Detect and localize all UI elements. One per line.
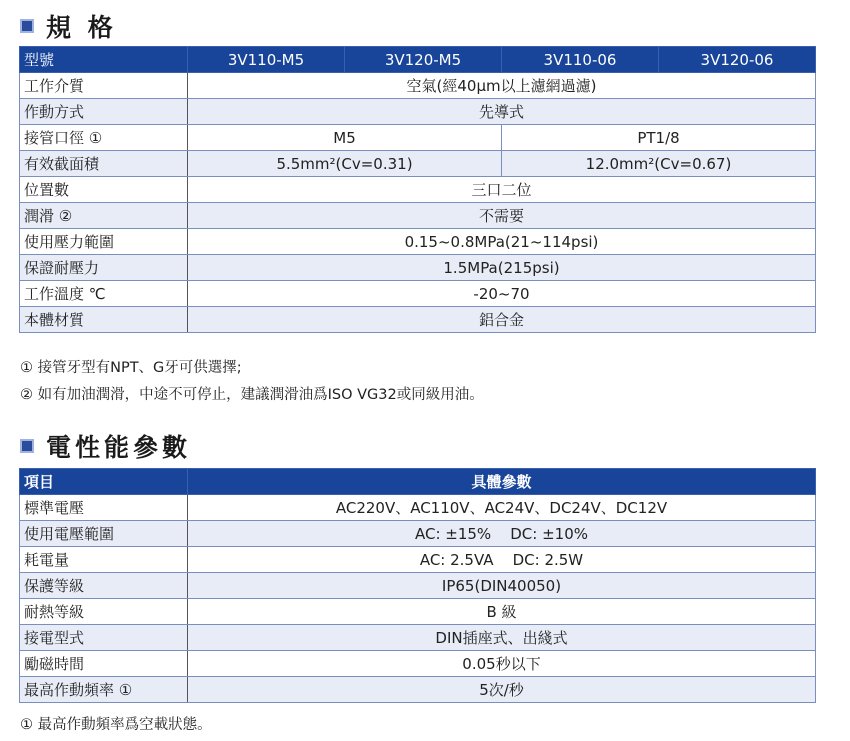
row-value: 0.15~0.8MPa(21~114psi)	[188, 229, 816, 255]
row-label: 本體材質	[20, 307, 188, 333]
table-row	[20, 521, 816, 547]
row-label: 接管口徑 ①	[20, 125, 188, 151]
table-row	[20, 99, 816, 125]
specs-table	[19, 46, 816, 333]
row-label: 作動方式	[20, 99, 188, 125]
table-row	[20, 677, 816, 703]
table-row	[20, 177, 816, 203]
table-row	[20, 229, 816, 255]
row-label: 標準電壓	[20, 495, 188, 521]
electrical-note-1: ① 最高作動頻率爲空載狀態。	[20, 717, 212, 733]
header-item: 項目	[20, 469, 188, 495]
row-label: 耗電量	[20, 547, 188, 573]
table-row	[20, 203, 816, 229]
row-value-06: 12.0mm²(Cv=0.67)	[502, 151, 816, 177]
square-bullet-icon	[20, 439, 34, 453]
row-label: 位置數	[20, 177, 188, 203]
header-3v120-06: 3V120-06	[659, 47, 816, 73]
table-row	[20, 73, 816, 99]
row-value: IP65(DIN40050)	[188, 573, 816, 599]
electrical-table	[19, 468, 816, 703]
row-value-m5: 5.5mm²(Cv=0.31)	[188, 151, 502, 177]
row-label: 潤滑 ②	[20, 203, 188, 229]
table-row	[20, 255, 816, 281]
row-value-m5: M5	[188, 125, 502, 151]
header-3v120-m5: 3V120-M5	[345, 47, 502, 73]
row-value: AC: 2.5VA DC: 2.5W	[188, 547, 816, 573]
electrical-header-row	[20, 469, 816, 495]
header-3v110-m5: 3V110-M5	[188, 47, 345, 73]
spec-note-1: ① 接管牙型有NPT、G牙可供選擇;	[20, 360, 242, 376]
row-value: 空氣(經40μm以上濾網過濾)	[188, 73, 816, 99]
row-label: 有效截面積	[20, 151, 188, 177]
section-title-specs	[20, 8, 117, 44]
table-row	[20, 281, 816, 307]
square-bullet-icon	[20, 19, 34, 33]
row-value: AC220V、AC110V、AC24V、DC24V、DC12V	[188, 495, 816, 521]
row-value: AC: ±15% DC: ±10%	[188, 521, 816, 547]
table-row	[20, 547, 816, 573]
table-row	[20, 307, 816, 333]
row-value: 不需要	[188, 203, 816, 229]
section-title-text: 電性能參數	[46, 433, 192, 462]
header-3v110-06: 3V110-06	[502, 47, 659, 73]
row-value: DIN插座式、出綫式	[188, 625, 816, 651]
row-label: 使用壓力範圍	[20, 229, 188, 255]
header-parameter: 具體參數	[188, 469, 816, 495]
row-value: 0.05秒以下	[188, 651, 816, 677]
row-label: 工作介質	[20, 73, 188, 99]
row-value-06: PT1/8	[502, 125, 816, 151]
row-label: 保護等級	[20, 573, 188, 599]
specs-header-row	[20, 47, 816, 73]
table-row	[20, 573, 816, 599]
row-label: 保證耐壓力	[20, 255, 188, 281]
row-label: 耐熱等級	[20, 599, 188, 625]
row-label: 接電型式	[20, 625, 188, 651]
row-label: 使用電壓範圍	[20, 521, 188, 547]
row-label: 工作溫度 ℃	[20, 281, 188, 307]
row-value: 鋁合金	[188, 307, 816, 333]
table-row	[20, 625, 816, 651]
table-row	[20, 599, 816, 625]
spec-note-2: ② 如有加油潤滑，中途不可停止，建議潤滑油爲ISO VG32或同級用油。	[20, 387, 484, 403]
row-value: 三口二位	[188, 177, 816, 203]
row-label: 最高作動頻率 ①	[20, 677, 188, 703]
section-title-text: 規 格	[46, 13, 117, 42]
row-value: B 級	[188, 599, 816, 625]
row-value: 先導式	[188, 99, 816, 125]
row-value: 1.5MPa(215psi)	[188, 255, 816, 281]
header-model: 型號	[20, 47, 188, 73]
row-value: 5次/秒	[188, 677, 816, 703]
table-row	[20, 651, 816, 677]
row-label: 勵磁時間	[20, 651, 188, 677]
section-title-electrical	[20, 428, 191, 464]
table-row	[20, 151, 816, 177]
table-row	[20, 125, 816, 151]
table-row	[20, 495, 816, 521]
row-value: -20~70	[188, 281, 816, 307]
